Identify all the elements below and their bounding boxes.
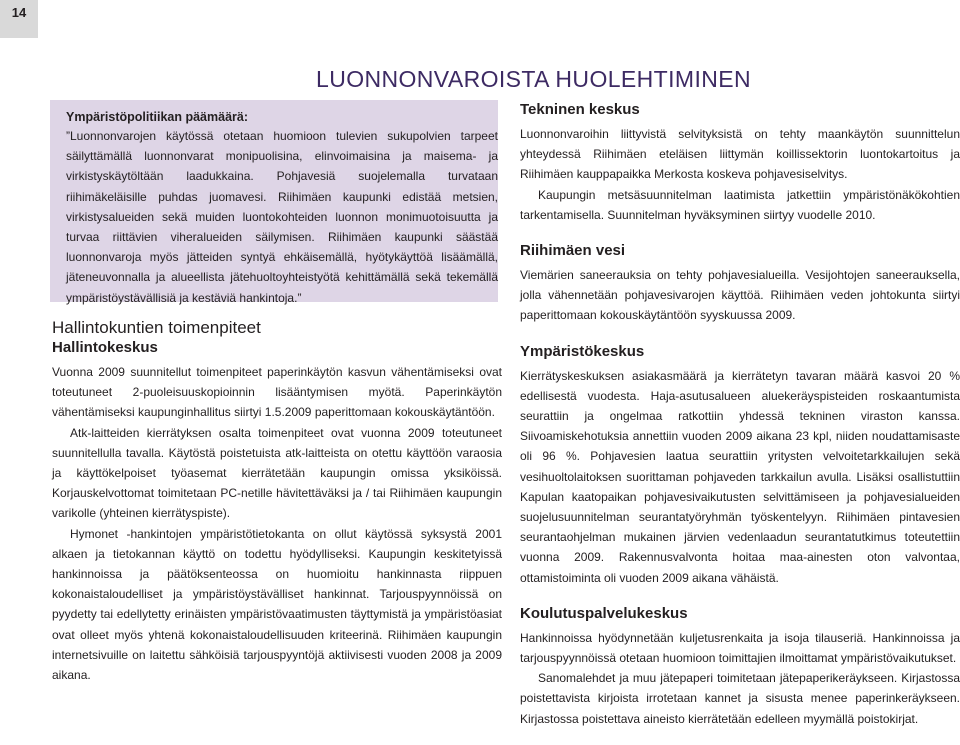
policy-goal-text: ”Luonnonvarojen käytössä otetaan huomioon tulevien sukupolvien tarpeet säilyttämällä luonnonvarat monipuolisina, elinvoimaisina ja maisema- ja virkistyskäytöltään laadukkaina. Pohjavesiä suojelemalla turvataan riihimäkeläisille puhdas juomavesi. Riihimäen kaupunki edistää metsien, virkistysalueiden sekä muiden luontokohteiden luonnon monimuotoisuutta ja turvaa riittävien viheralueiden säilymisen. Riihimäen kaupunki säästää luonnonvaroja myös jätteiden syntyä ehkäisemällä, hyötykäyttöä lisäämällä, jäteneuvonnalla ja alueellista jätehuoltoyhteistyötä kehittämällä sekä tekemällä ympäristöystävällisiä ja kestäviä hankintoja.”: [66, 129, 498, 305]
page-number-text: 14: [11, 5, 27, 20]
section-heading: Tekninen keskus: [520, 101, 640, 118]
paragraph: Vuonna 2009 suunnitellut toimenpiteet paperinkäytön kasvun vähentämiseksi ovat toteutuneet 2-puoleisuuskopioinnin lisääntymisen myötä. Paperinkäytön vähentämiseksi kaupunginhallitus siirtyi 1.5.2009 paperittomaan kokouskäytäntöön.: [52, 365, 502, 420]
section-riihimaen-vesi: [520, 241, 960, 326]
left-column: [52, 100, 502, 685]
right-column: [520, 100, 960, 745]
paragraph: Viemärien saneerauksia on tehty pohjavesialueilla. Vesijohtojen saneerauksella, jolla vähennetään pohjavesivarojen käyttöä. Riihimäen veden johtokunta siirtyi paperittomaan kokouskäytäntöön syyskuussa 2009.: [520, 268, 960, 323]
section-subheading: Hallintokeskus: [52, 339, 158, 356]
section-tekninen-keskus: [520, 100, 960, 225]
paragraph: Sanomalehdet ja muu jätepaperi toimitetaan jätepaperikeräykseen. Kirjastossa poistettavista kirjoista irrotetaan kannet ja sisusta menee paperinkeräykseen. Kirjastossa poistettava aineisto kierrätetään edelleen myymällä poistokirjat.: [520, 671, 960, 726]
section-koulutuspalvelukeskus: [520, 604, 960, 729]
section-heading: Riihimäen vesi: [520, 242, 626, 260]
paragraph: Luonnonvaroihin liittyvistä selvityksistä on tehty maankäytön suunnittelun yhteydessä Riihimäen eteläisen liittymän koillissektorin luontokartoitus ja Riihimäen kauppapaikka Merkosta koskeva pohjavesiselvitys.: [520, 127, 960, 182]
page-title: LUONNONVAROISTA HUOLEHTIMINEN: [316, 66, 752, 92]
paragraph: Hankinnoissa hyödynnetään kuljetusrenkaita ja isoja tilauseriä. Hankinnoissa ja tarjouspyynnöissä otetaan huomioon toimittajien ilmoittamat ympäristövaikutukset.: [520, 630, 960, 666]
section-title: Hallintokuntien toimenpiteet: [52, 318, 261, 337]
section-heading: Koulutuspalvelukeskus: [520, 604, 688, 622]
page-number: [0, 0, 38, 38]
paragraph: Kierrätyskeskuksen asiakasmäärä ja kierrätetyn tavaran määrä kasvoi 20 % edellisestä vuodesta. Haja-asutusalueen aluekeräyspisteiden roskaantumista seurattiin ja ongelmaa ratkottiin yhdessä tekninen viraston kanssa. Siivoamiskehotuksia annettiin vuoden 2009 aikana 23 kpl, niiden noudattamisaste oli 96 %. Pohjavesien laatua seurattiin yritysten velvoitetarkkailujen sekä vesihuoltolaitoksen suorittaman pohjaveden tarkkailun avulla. Lisäksi osallistuttiin Kapulan kaatopaikan pohjavesivaikutusten selvittämiseen ja pohjavesialueiden suojelusuunnitelman seurantatyöryhmän työskentelyyn. Riihimäen pintavesien seurantaohjelman mukainen järvien vedenlaadun seurantatutkimus toteutettiin vuonna 2009. Rakennusvalvonta hoitaa maa-ainesten oton valvontaa, ottamistoiminta oli vuoden 2009 aikana vähäistä.: [520, 368, 960, 585]
paragraph: Atk-laitteiden kierrätyksen osalta toimenpiteet ovat vuonna 2009 toteutuneet suunnitellulla tavalla. Käytöstä poistetuista atk-laitteista on otettu käyttöön varaosia ja käyttökelpoiset työasemat kierrätetään kaupungin omissa yksiköissä. Korjauskelvottomat toimitetaan PC-netille hävitettäväksi ja / tai Riihimäen kaupungin varikolle (yhteinen kierrätyspiste).: [52, 425, 502, 521]
policy-goal-heading: Ympäristöpolitiikan päämäärä:: [66, 110, 249, 124]
paragraph: Hymonet -hankintojen ympäristötietokanta on ollut käytössä syksystä 2001 alkaen ja tietokannan käyttö on todettu hyödylliseksi. Kaupungin keskitetyissä hankinnoissa ja päätöksenteossa on huomioitu hankinnasta riippuen kokonaistaloudelliset ja ympäristöystävälliset hankinnat. Tarjouspyynnöissä on pyydetty tai edellytetty erinäisten ympäristövaatimusten täyttymistä ja ympäristöasiat ovat olleet myös yhtenä kokonaistaloudellisuuden kriteerinä. Riihimäen kaupungin internetsivuille on laitettu sähköisiä tarjouspyyntöjä aktiivisesti vuoden 2008 ja 2009 aikana.: [52, 526, 502, 683]
policy-goal-box: [50, 100, 498, 305]
section-heading: Ympäristökeskus: [520, 342, 645, 360]
section-ymparistokeskus: [520, 342, 960, 588]
paragraph: Kaupungin metsäsuunnitelman laatimista jatkettiin ympäristönäkökohtien tarkentamisella. Suunnitelman hyväksyminen siirtyy vuodelle 2010.: [520, 187, 960, 222]
